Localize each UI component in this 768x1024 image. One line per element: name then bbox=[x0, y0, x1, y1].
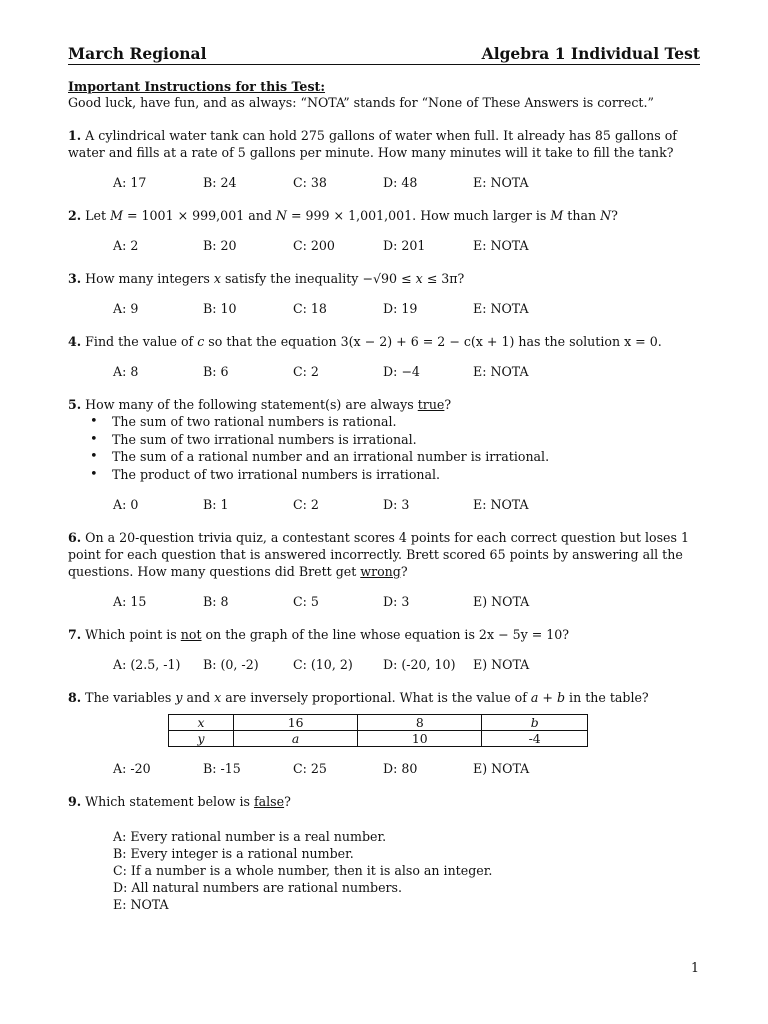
question-text-pre: On a 20-question trivia quiz, a contestant scores 4 points for each correct question but loses 1 point for each question that is answered incorrectly. Brett scored 65 points by answering all the questions. How many questions did Brett get bbox=[68, 530, 689, 579]
question-text-eq1: = 1001 × 999,001 and bbox=[122, 208, 276, 223]
choice-d: D: −4 bbox=[383, 364, 420, 379]
answer-choices-6 bbox=[113, 594, 702, 610]
underlined-word: not bbox=[180, 627, 202, 642]
instructions-text: Good luck, have fun, and as always: “NOTA” stands for “None of These Answers is correct.” bbox=[68, 95, 654, 110]
question-number: 2. bbox=[68, 208, 82, 223]
question-text-end: in the table? bbox=[565, 690, 649, 705]
list-item: • The sum of two rational numbers is rational. bbox=[112, 413, 702, 431]
question-4 bbox=[68, 333, 702, 350]
question-6 bbox=[68, 529, 702, 580]
table-cell: 10 bbox=[358, 731, 482, 747]
table-cell: 16 bbox=[234, 715, 358, 731]
question-text-pre: Let bbox=[85, 208, 111, 223]
header-left: March Regional bbox=[68, 44, 207, 63]
choice-b: B: 8 bbox=[203, 594, 229, 609]
question-text-mid: so that the equation 3(x − 2) + 6 = 2 − c(x + 1) has the solution x = 0. bbox=[204, 334, 662, 349]
choice-c: C: (10, 2) bbox=[293, 657, 353, 672]
choice-c: C: 2 bbox=[293, 364, 319, 379]
list-item: • The sum of two irrational numbers is irrational. bbox=[112, 431, 702, 449]
choice-b: B: 1 bbox=[203, 497, 229, 512]
choice-d: D: 201 bbox=[383, 238, 426, 253]
question-text-mid2: are inversely proportional. What is the value of bbox=[221, 690, 531, 705]
choice-a: A: 2 bbox=[113, 238, 139, 253]
question-text-mid: satisfy the inequality −√90 ≤ bbox=[220, 271, 416, 286]
question-number: 4. bbox=[68, 334, 82, 349]
var-x: x bbox=[415, 271, 423, 286]
var-m: M bbox=[550, 208, 564, 223]
choice-d: D: 48 bbox=[383, 175, 418, 190]
question-number: 9. bbox=[68, 794, 82, 809]
question-text-eq2: = 999 × 1,001,001. How much larger is bbox=[286, 208, 551, 223]
answer-choices-7 bbox=[113, 657, 702, 673]
question-text-end: ? bbox=[444, 397, 452, 412]
choice-e: E: NOTA bbox=[473, 364, 529, 379]
question-text-pre: How many of the following statement(s) are always bbox=[85, 397, 418, 412]
choice-e: E) NOTA bbox=[473, 594, 530, 609]
choice-c: C: 18 bbox=[293, 301, 327, 316]
question-number: 8. bbox=[68, 690, 82, 705]
question-number: 6. bbox=[68, 530, 82, 545]
var-x: x bbox=[214, 690, 222, 705]
var-n: N bbox=[600, 208, 612, 223]
var-c: c bbox=[197, 334, 205, 349]
choice-a: A: (2.5, -1) bbox=[113, 657, 181, 672]
question-7 bbox=[68, 626, 702, 643]
choice-e: E: NOTA bbox=[473, 238, 529, 253]
choice-c: C: 38 bbox=[293, 175, 327, 190]
question-text-mid: than bbox=[563, 208, 601, 223]
table-cell: b bbox=[482, 715, 588, 731]
choice-a: A: 8 bbox=[113, 364, 139, 379]
answer-choices-4 bbox=[113, 364, 702, 380]
choice-e: E) NOTA bbox=[473, 657, 530, 672]
instructions-title: Important Instructions for this Test: bbox=[68, 79, 326, 94]
statement-e: E: NOTA bbox=[113, 897, 169, 912]
answer-choices-5 bbox=[113, 497, 702, 513]
var-m: M bbox=[110, 208, 123, 223]
var-y: y bbox=[175, 690, 183, 705]
question-text-pre: Find the value of bbox=[85, 334, 198, 349]
table-cell: x bbox=[169, 715, 234, 731]
choice-b: B: 10 bbox=[203, 301, 237, 316]
choice-d: D: 3 bbox=[383, 497, 410, 512]
answer-choices-8 bbox=[113, 761, 702, 777]
question-text-pre: How many integers bbox=[85, 271, 214, 286]
choice-e: E: NOTA bbox=[473, 301, 529, 316]
question-text-end: ? bbox=[611, 208, 618, 223]
statement-options bbox=[113, 828, 702, 913]
question-number: 3. bbox=[68, 271, 82, 286]
answer-choices-2 bbox=[113, 238, 702, 254]
proportion-table bbox=[168, 714, 588, 747]
choice-b: B: 20 bbox=[203, 238, 237, 253]
choice-b: B: -15 bbox=[203, 761, 241, 776]
answer-choices-1 bbox=[113, 175, 702, 191]
question-text-end: ? bbox=[284, 794, 291, 809]
underlined-word: wrong bbox=[360, 564, 401, 579]
test-page bbox=[68, 44, 702, 913]
statement-list bbox=[68, 413, 702, 483]
question-text-end: ? bbox=[400, 564, 408, 579]
choice-b: B: 24 bbox=[203, 175, 237, 190]
choice-c: C: 25 bbox=[293, 761, 327, 776]
table-row bbox=[169, 731, 588, 747]
statement-a: A: Every rational number is a real number. bbox=[113, 829, 387, 844]
answer-choices-3 bbox=[113, 301, 702, 317]
question-5 bbox=[68, 396, 702, 413]
choice-a: A: 15 bbox=[113, 594, 147, 609]
question-3 bbox=[68, 270, 702, 287]
question-number: 5. bbox=[68, 397, 82, 412]
question-9 bbox=[68, 793, 702, 810]
var-a-plus-b: a + b bbox=[530, 690, 566, 705]
table-cell: -4 bbox=[482, 731, 588, 747]
question-text: A cylindrical water tank can hold 275 gallons of water when full. It already has 85 gallons of water and fills at a rate of 5 gallons per minute. How many minutes will it take to fill the tank? bbox=[68, 128, 677, 160]
choice-e: E) NOTA bbox=[473, 761, 530, 776]
page-number: 1 bbox=[690, 960, 699, 975]
question-2 bbox=[68, 207, 702, 224]
question-text-end: on the graph of the line whose equation is 2x − 5y = 10? bbox=[201, 627, 570, 642]
statement-c: C: If a number is a whole number, then it is also an integer. bbox=[113, 863, 493, 878]
question-text-end: ≤ 3π? bbox=[422, 271, 465, 286]
choice-c: C: 5 bbox=[293, 594, 319, 609]
table-row bbox=[169, 715, 588, 731]
question-number: 7. bbox=[68, 627, 82, 642]
statement-b: B: Every integer is a rational number. bbox=[113, 846, 354, 861]
question-text-pre: Which statement below is bbox=[85, 794, 254, 809]
question-text-pre: Which point is bbox=[85, 627, 181, 642]
list-item: • The sum of a rational number and an irrational number is irrational. bbox=[112, 448, 702, 466]
choice-b: B: 6 bbox=[203, 364, 229, 379]
question-8 bbox=[68, 689, 702, 706]
question-text-pre: The variables bbox=[85, 690, 176, 705]
choice-a: A: 0 bbox=[113, 497, 139, 512]
choice-a: A: 17 bbox=[113, 175, 147, 190]
header-right: Algebra 1 Individual Test bbox=[481, 44, 700, 63]
statement-d: D: All natural numbers are rational numbers. bbox=[113, 880, 403, 895]
table-cell: y bbox=[169, 731, 234, 747]
list-item: • The product of two irrational numbers is irrational. bbox=[112, 466, 702, 484]
question-number: 1. bbox=[68, 128, 82, 143]
choice-a: A: 9 bbox=[113, 301, 139, 316]
choice-d: D: 19 bbox=[383, 301, 418, 316]
var-x: x bbox=[213, 271, 221, 286]
choice-c: C: 2 bbox=[293, 497, 319, 512]
page-header bbox=[68, 44, 700, 65]
choice-e: E: NOTA bbox=[473, 175, 529, 190]
choice-a: A: -20 bbox=[113, 761, 151, 776]
choice-d: D: (-20, 10) bbox=[383, 657, 456, 672]
var-n: N bbox=[275, 208, 287, 223]
underlined-word: true bbox=[417, 397, 445, 412]
question-1 bbox=[68, 127, 702, 161]
question-text-mid1: and bbox=[182, 690, 215, 705]
choice-e: E: NOTA bbox=[473, 497, 529, 512]
choice-d: D: 3 bbox=[383, 594, 410, 609]
table-cell: a bbox=[234, 731, 358, 747]
underlined-word: false bbox=[253, 794, 285, 809]
choice-c: C: 200 bbox=[293, 238, 335, 253]
table-cell: 8 bbox=[358, 715, 482, 731]
choice-b: B: (0, -2) bbox=[203, 657, 259, 672]
choice-d: D: 80 bbox=[383, 761, 418, 776]
